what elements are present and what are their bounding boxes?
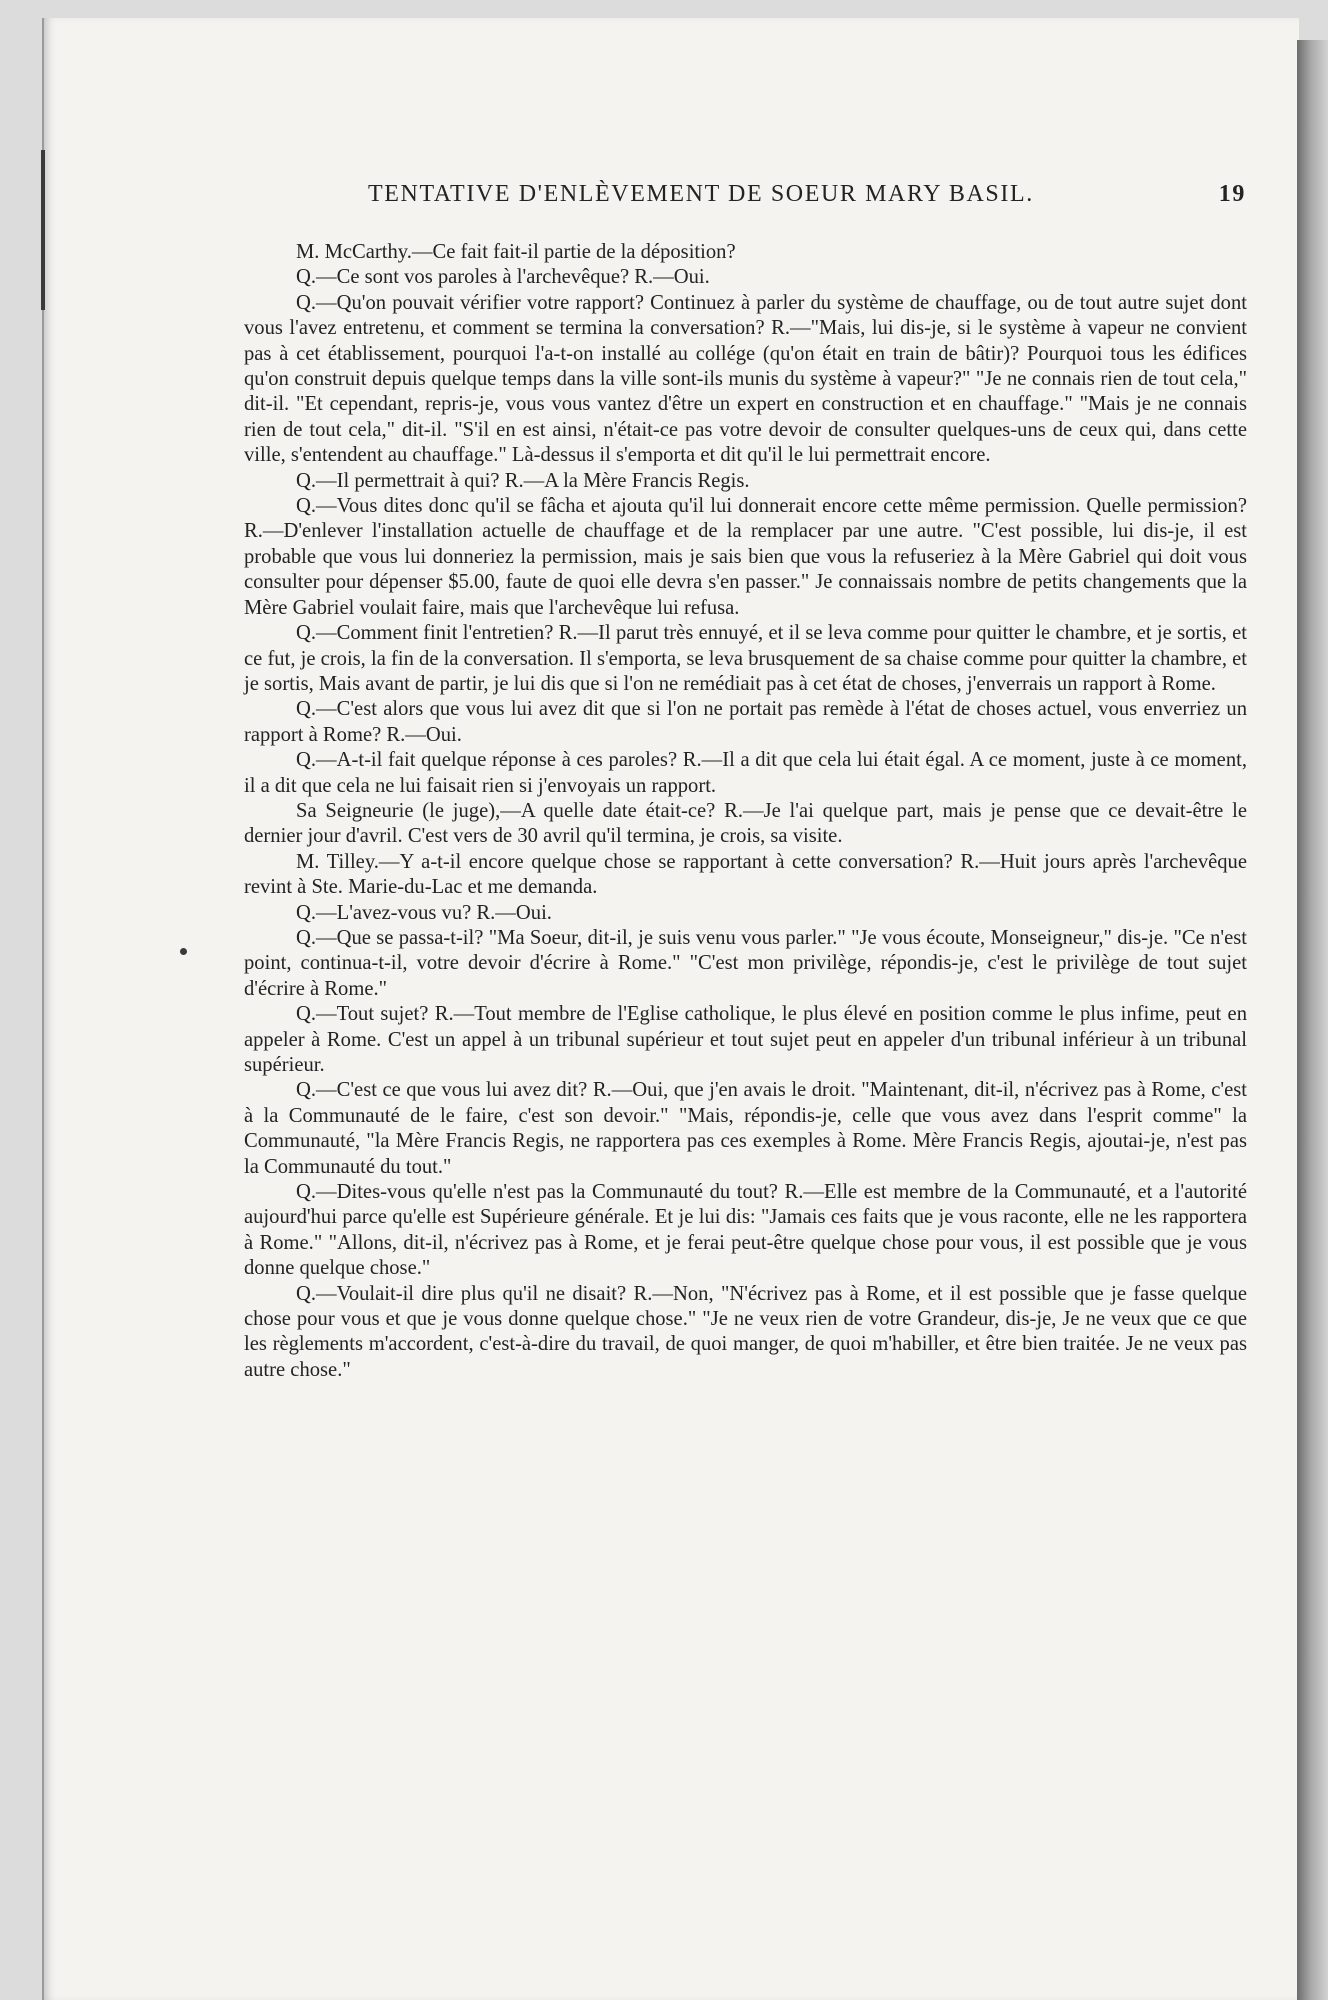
paragraph: Q.—Qu'on pouvait vérifier votre rapport? Continuez à parler du système de chauffage, ou de tout autre sujet dont vous l'avez entretenu, et comment se termina la conversation? R.—"Mais, lui dis-je, si le système à vapeur ne convient pas à cet établissement, pourquoi l'a-t-on installé au collége (qu'on était en train de bâtir)? Pourquoi tous les édifices qu'on construit depuis quelque temps dans la ville sont-ils munis du système à vapeur?" "Je ne connais rien de tout cela," dit-il. "Et cependant, repris-je, vous vous vantez d'être un expert en construction et en chauffage." "Mais je ne connais rien de tout cela," dit-il. "S'il en est ainsi, n'était-ce pas votre devoir de consulter quelques-uns de ceux qui, dans cette ville, s'entendent au chauffage." Là-dessus il s'emporta et dit qu'il le lui permettrait encore. bbox=[244, 291, 1247, 467]
paragraph: Q.—Tout sujet? R.—Tout membre de l'Eglise catholique, le plus élevé en position comme le plus infime, peut en appeler à Rome. C'est un appel à un tribunal supérieur et tout sujet peut en appeler d'un tribunal inférieur à un tribunal supérieur. bbox=[244, 1003, 1247, 1076]
paragraph: Q.—Comment finit l'entretien? R.—Il parut très ennuyé, et il se leva comme pour quitter le chambre, et je sortis, et ce fut, je crois, la fin de la conversation. Il s'emporta, se leva brusquement de sa chaise comme pour quitter la chambre, et je sortis, Mais avant de partir, je lui dis que si l'on ne remédiait pas à cet état de choses, j'enverrais un rapport à Rome. bbox=[244, 622, 1247, 695]
paragraph: Q.—C'est ce que vous lui avez dit? R.—Oui, que j'en avais le droit. "Maintenant, dit-il, n'écrivez pas à Rome, c'est à la Communauté de le faire, c'est son devoir." "Mais, répondis-je, celle que vous avez dans l'esprit comme" la Communauté, "la Mère Francis Regis, ne rapportera pas ces exemples à Rome. Mère Francis Regis, ajoutai-je, n'est pas la Communauté du tout." bbox=[244, 1079, 1247, 1178]
paragraph: Q.—Vous dites donc qu'il se fâcha et ajouta qu'il lui donnerait encore cette même permission. Quelle permission? R.—D'enlever l'installation actuelle de chauffage et de la remplacer par une autre. "C'est possible, lui dis-je, il est probable que vous lui donneriez la permission, mais je sais bien que vous la refuseriez à la Mère Gabriel qui doit vous consulter pour dépenser $5.00, faute de quoi elle devra s'en passer." Je connaissais nombre de petits changements que la Mère Gabriel voulait faire, mais que l'archevêque lui refusa. bbox=[244, 495, 1247, 619]
paragraph: Q.—A-t-il fait quelque réponse à ces paroles? R.—Il a dit que cela lui était égal. A ce moment, juste à ce moment, il a dit que cela ne lui faisait rien si j'envoyais un rapport. bbox=[244, 749, 1247, 797]
book-edge bbox=[1297, 40, 1328, 2000]
page-number: 19 bbox=[1218, 181, 1246, 207]
paragraph: Q.—Ce sont vos paroles à l'archevêque? R.—Oui. bbox=[296, 266, 710, 289]
paragraph: M. McCarthy.—Ce fait fait-il partie de la déposition? bbox=[296, 241, 736, 263]
paragraph: Q.—C'est alors que vous lui avez dit que si l'on ne portait pas remède à l'état de choses actuel, vous enverriez un rapport à Rome? R.—Oui. bbox=[244, 698, 1247, 746]
header-title: TENTATIVE D'ENLÈVEMENT DE SOEUR MARY BASIL. bbox=[368, 181, 1034, 207]
running-header bbox=[248, 181, 1246, 215]
paragraph: Q.—Que se passa-t-il? "Ma Soeur, dit-il, je suis venu vous parler." "Je vous écoute, Monseigneur," dis-je. "Ce n'est point, continua-t-il, votre devoir d'écrire à Rome." "C'est mon privilège, répondis-je, c'est le privilège de tout sujet d'écrire à Rome." bbox=[244, 926, 1247, 1000]
paragraph: M. Tilley.—Y a-t-il encore quelque chose se rapportant à cette conversation? R.—Huit jours après l'archevêque revint à Ste. Marie-du-Lac et me demanda. bbox=[244, 850, 1247, 899]
paragraph: Q.—L'avez-vous vu? R.—Oui. bbox=[296, 901, 552, 924]
paragraph: Q.—Voulait-il dire plus qu'il ne disait? R.—Non, "N'écrivez pas à Rome, et il est possible que je fasse quelque chose pour vous et que je vous donne quelque chose." "Je ne veux rien de votre Grandeur, dis-je, Je ne veux que ce que les règlements m'accordent, c'est-à-dire du travail, de quoi manger, de quoi m'habiller, et être bien traitée. Je ne veux pas autre chose." bbox=[244, 1282, 1247, 1381]
paragraph: Q.—Dites-vous qu'elle n'est pas la Communauté du tout? R.—Elle est membre de la Communauté, et a l'autorité aujourd'hui parce qu'elle est Supérieure générale. Et je lui dis: "Jamais ces faits que je vous raconte, elle ne les rapportera à Rome." "Allons, dit-il, n'écrivez pas à Rome, et je ferai peut-être quelque chose pour vous, il est possible que je vous donne quelque chose." bbox=[244, 1181, 1247, 1280]
paragraph: Q.—Il permettrait à qui? R.—A la Mère Francis Regis. bbox=[296, 469, 750, 492]
margin-mark bbox=[41, 150, 45, 310]
paragraph: Sa Seigneurie (le juge),—A quelle date était-ce? R.—Je l'ai quelque part, mais je pense que ce devait-être le dernier jour d'avril. C'est vers de 30 avril qu'il termina, je crois, sa visite. bbox=[244, 799, 1247, 848]
ink-dot bbox=[180, 948, 187, 955]
body-text bbox=[244, 240, 1247, 1383]
